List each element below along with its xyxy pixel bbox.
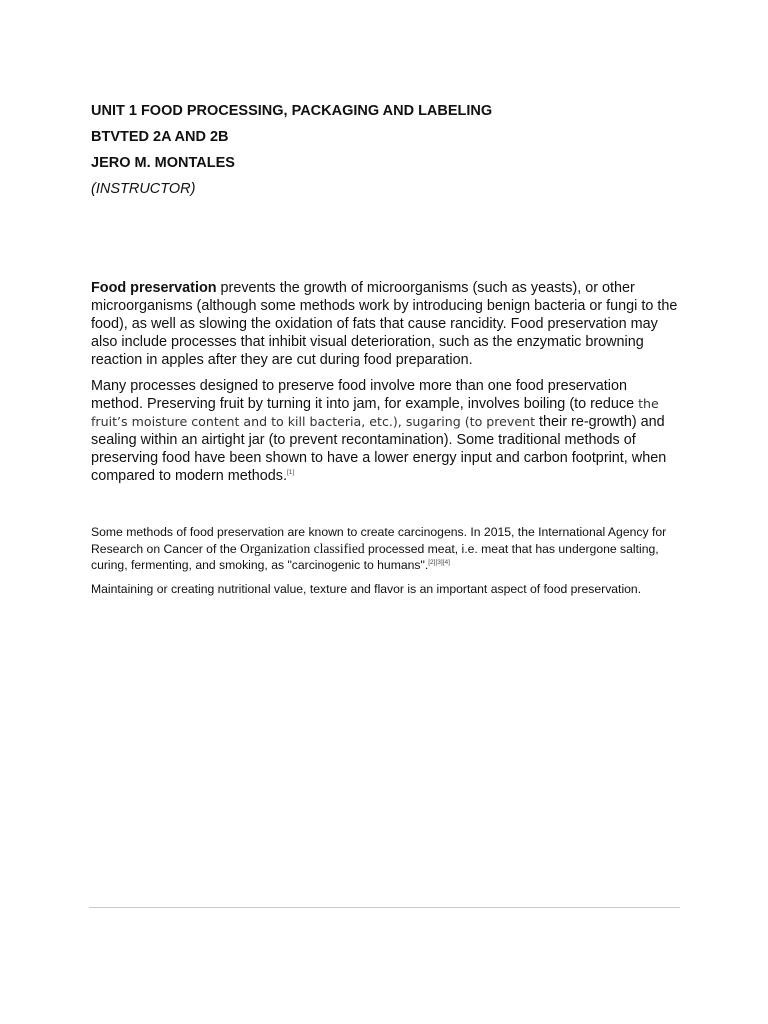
citation-refs-2-4[interactable]: [2][3][4] <box>428 558 450 566</box>
unit-title: UNIT 1 FOOD PROCESSING, PACKAGING AND LABELING <box>91 103 493 119</box>
paragraph2-part2: the fruit’s moisture content and to kill bacteria, etc.), sugaring (to prevent <box>91 396 659 429</box>
paragraph3-part2: Organization classified <box>240 540 365 556</box>
footer-divider <box>89 907 680 908</box>
paragraph4-text: Maintaining or creating nutritional value, texture and flavor is an important aspect of food preservation. <box>91 581 642 596</box>
instructor-name: JERO M. MONTALES <box>91 155 235 171</box>
paragraph-processes <box>91 377 681 485</box>
paragraph3-part3: processed meat, i.e. meat that has undergone salting, curing, fermenting, and smoking, as "carcinogenic to humans". <box>91 541 659 572</box>
main-text <box>91 279 681 493</box>
term-food-preservation: Food preservation <box>91 280 217 296</box>
document-header <box>91 98 691 202</box>
class-sections: BTVTED 2A AND 2B <box>91 129 229 145</box>
paragraph3-part1: Some methods of food preservation are known to create carcinogens. In 2015, the International Agency for Research on Cancer of the <box>91 525 667 556</box>
paragraph-carcinogens <box>91 524 681 574</box>
instructor-role: (INSTRUCTOR) <box>91 181 196 197</box>
secondary-text <box>91 524 681 604</box>
paragraph2-part1: Many processes designed to preserve food involve more than one food preservation method. Preserving fruit by turning it into jam, for example, involves boiling (to reduce <box>91 378 639 412</box>
citation-ref-1[interactable]: [1] <box>286 469 295 477</box>
paragraph-nutritional-value <box>91 581 681 598</box>
paragraph2-part3: their re-growth) and sealing within an airtight jar (to prevent recontamination). Some traditional methods of preserving food have been shown to have a lower energy input and carbon footprint, when compared to modern methods. <box>91 414 667 484</box>
paragraph-food-preservation <box>91 279 681 369</box>
paragraph1-text: prevents the growth of microorganisms (such as yeasts), or other microorganisms (although some methods work by introducing benign bacteria or fungi to the food), as well as slowing the oxidation of fats that cause rancidity. Food preservation may also include processes that inhibit visual deterioration, such as the enzymatic browning reaction in apples after they are cut during food preparation. <box>91 280 678 368</box>
